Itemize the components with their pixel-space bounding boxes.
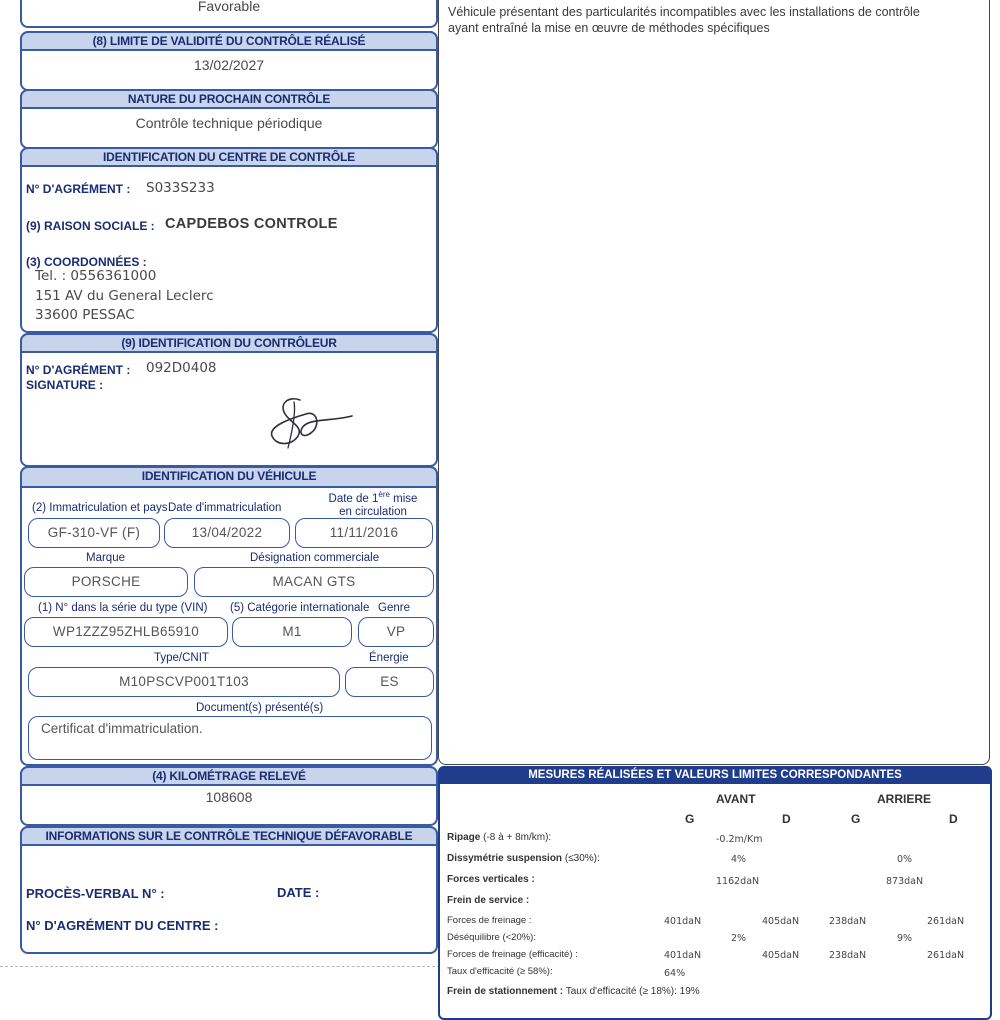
immat-label: (2) Immatriculation et pays [32, 502, 168, 514]
dissym-label: Dissymétrie suspension (≤30%): [447, 853, 600, 864]
mileage-header: (4) KILOMÉTRAGE RELEVÉ [20, 766, 438, 786]
forces-v-label: Forces verticales : [447, 874, 535, 885]
validity-value: 13/02/2027 [193, 57, 265, 73]
remarks-box [438, 0, 990, 765]
type-field: M10PSCVP001T103 [28, 667, 340, 697]
center-agrement-label: N° D'AGRÉMENT : [26, 182, 131, 196]
stationnement-label: Frein de stationnement : Taux d'efficacité (≥ 18%): 19% [447, 986, 700, 997]
forces-v-av-value: 1162daN [716, 876, 760, 887]
ff-ar-g-value: 238daN [829, 916, 867, 927]
center-address2: 33600 PESSAC [35, 307, 135, 323]
fe-ar-g-value: 238daN [829, 950, 867, 961]
fe-ar-d-value: 261daN [927, 950, 965, 961]
center-header: IDENTIFICATION DU CENTRE DE CONTRÔLE [20, 147, 438, 167]
mileage-value: 108608 [205, 789, 253, 805]
marque-label: Marque [86, 552, 125, 564]
ripage-label: Ripage (-8 à + 8m/km): [447, 832, 552, 843]
tear-line [0, 966, 440, 967]
measures-header: MESURES RÉALISÉES ET VALEURS LIMITES CORRESPONDANTES [438, 766, 992, 784]
desequilibre-label: Déséquilibre (<20%): [447, 932, 536, 943]
first-circ-label: Date de 1ère mise en circulation [328, 490, 418, 518]
next-control-value: Contrôle technique périodique [135, 115, 323, 131]
designation-label: Désignation commerciale [250, 552, 380, 564]
pv-label: PROCÈS-VERBAL N° : [26, 886, 165, 901]
first-circ-field: 11/11/2016 [295, 518, 433, 548]
controller-agrement-label: N° D'AGRÉMENT : [26, 363, 131, 377]
validity-header: (8) LIMITE DE VALIDITÉ DU CONTRÔLE RÉALISÉ [20, 31, 438, 51]
immat-field: GF-310-VF (F) [28, 518, 160, 548]
controller-header: (9) IDENTIFICATION DU CONTRÔLEUR [20, 333, 438, 353]
taux-value: 64% [664, 968, 686, 979]
fe-av-d-value: 405daN [762, 950, 800, 961]
type-label: Type/CNIT [154, 652, 209, 664]
genre-field: VP [358, 617, 434, 647]
vin-field: WP1ZZZ95ZHLB65910 [24, 617, 228, 647]
avant-header: AVANT [716, 792, 756, 806]
energie-field: ES [345, 667, 434, 697]
ff-av-g-value: 401daN [664, 916, 702, 927]
forces-eff-label: Forces de freinage (efficacité) : [447, 949, 578, 960]
date-label: DATE : [277, 885, 320, 900]
taux-label: Taux d'efficacité (≥ 58%): [447, 966, 553, 977]
energie-label: Énergie [369, 652, 409, 664]
vehicle-header: IDENTIFICATION DU VÉHICULE [20, 466, 438, 488]
controller-agrement-value: 092D0408 [146, 360, 217, 376]
controller-signature-label: SIGNATURE : [26, 378, 104, 392]
arriere-d-header: D [949, 812, 958, 826]
controller-box [20, 333, 438, 467]
categorie-label: (5) Catégorie internationale [230, 602, 370, 614]
next-control-header: NATURE DU PROCHAIN CONTRÔLE [20, 89, 438, 109]
remarks-line2: ayant entraîné la mise en œuvre de méthodes spécifiques [448, 21, 770, 35]
forces-v-ar-value: 873daN [886, 876, 924, 887]
date-immat-label: Date d'immatriculation [168, 502, 282, 514]
ff-av-d-value: 405daN [762, 916, 800, 927]
designation-field: MACAN GTS [194, 567, 434, 597]
remarks-line1: Véhicule présentant des particularités incompatibles avec les installations de contrôle [448, 5, 920, 19]
marque-field: PORSCHE [24, 567, 188, 597]
dissym-ar-value: 0% [897, 854, 913, 865]
center-raison-label: (9) RAISON SOCIALE : [26, 219, 155, 233]
vin-label: (1) N° dans la série du type (VIN) [38, 602, 208, 614]
center-coord-label: (3) COORDONNÉES : [26, 255, 147, 269]
frein-service-label: Frein de service : [447, 895, 530, 906]
ff-ar-d-value: 261daN [927, 916, 965, 927]
categorie-field: M1 [232, 617, 352, 647]
center-address1: 151 AV du General Leclerc [35, 288, 214, 304]
center-tel: Tel. : 0556361000 [35, 268, 157, 284]
documents-value: Certificat d'immatriculation. [41, 721, 203, 736]
signature-image [262, 392, 362, 456]
forces-freinage-label: Forces de freinage : [447, 915, 532, 926]
center-raison-value: CAPDEBOS CONTROLE [165, 216, 338, 232]
center-box [20, 147, 438, 333]
arriere-header: ARRIERE [877, 792, 932, 806]
arriere-g-header: G [851, 812, 861, 826]
unfavorable-header: INFORMATIONS SUR LE CONTRÔLE TECHNIQUE DÉFAVORABLE [20, 826, 438, 846]
center-number-label: N° D'AGRÉMENT DU CENTRE : [26, 918, 219, 933]
dissym-av-value: 4% [731, 854, 747, 865]
deseq-ar-value: 9% [897, 933, 913, 944]
avant-d-header: D [782, 812, 791, 826]
center-agrement-value: S033S233 [146, 180, 215, 196]
genre-label: Genre [378, 602, 410, 614]
deseq-av-value: 2% [731, 933, 747, 944]
fe-av-g-value: 401daN [664, 950, 702, 961]
documents-field [28, 716, 432, 760]
documents-label: Document(s) présenté(s) [196, 702, 324, 714]
date-immat-field: 13/04/2022 [164, 518, 290, 548]
avant-g-header: G [685, 812, 695, 826]
ripage-value: -0.2m/Km [716, 834, 763, 845]
decision-value: Favorable [197, 0, 261, 14]
